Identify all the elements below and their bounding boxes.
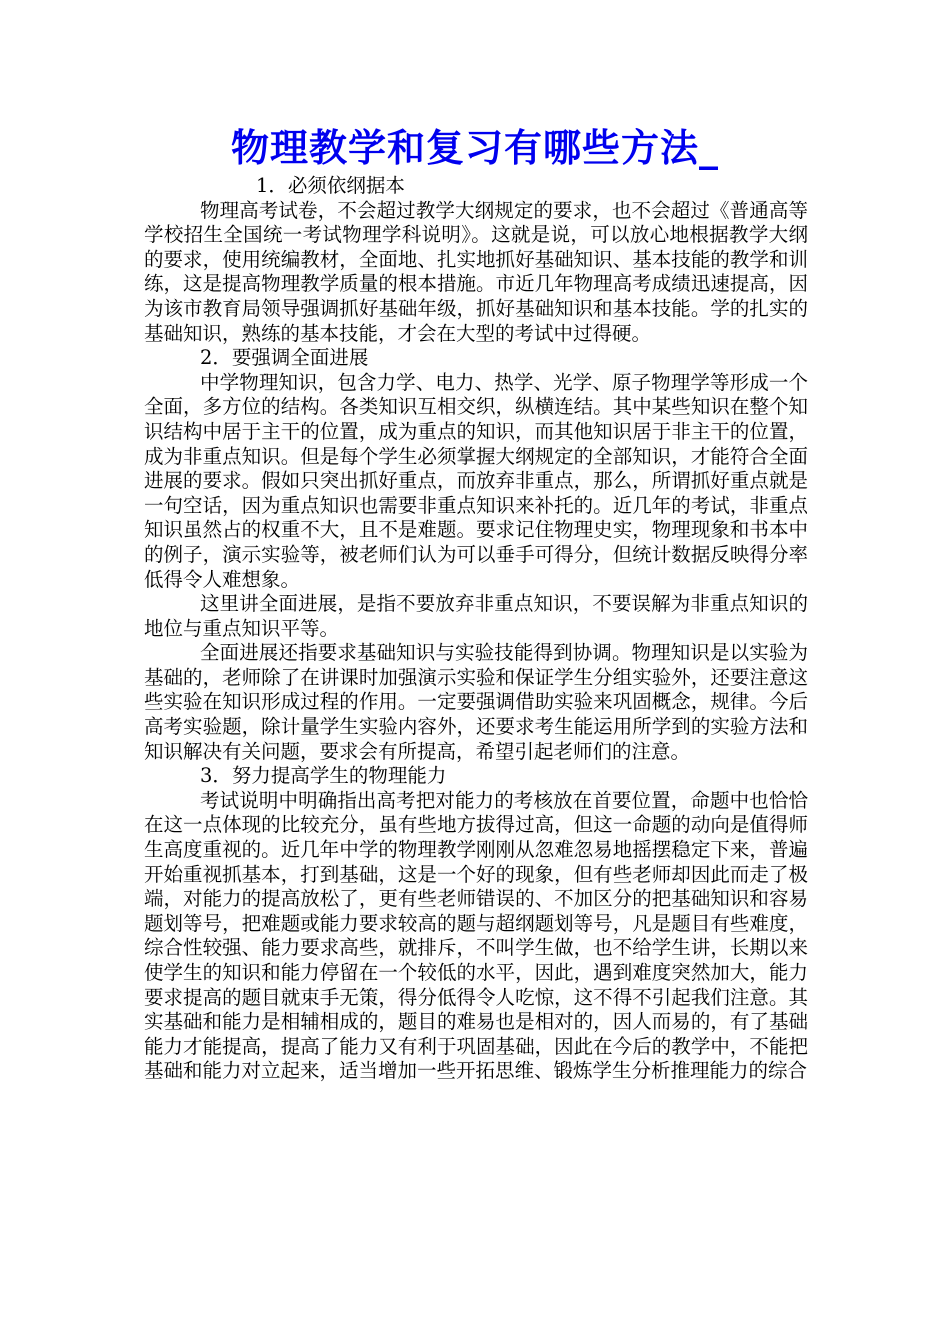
paragraph: 这里讲全面进展，是指不要放弃非重点知识，不要误解为非重点知识的地位与重点知识平等。	[144, 592, 808, 640]
paragraph: 物理高考试卷，不会超过教学大纲规定的要求，也不会超过《普通高等学校招生全国统一考试物理学科说明》。这就是说，可以放心地根据教学大纲的要求，使用统编教材，全面地、扎实地抓好基础知识、基本技能的教学和训练，这是提高物理教学质量的根本措施。市近几年物理高考成绩迅速提高，因为该市教育局领导强调抓好基础年级，抓好基础知识和基本技能。学的扎实的基础知识，熟练的基本技能，才会在大型的考试中过得硬。	[144, 198, 808, 345]
paragraph: 全面进展还指要求基础知识与实验技能得到协调。物理知识是以实验为基础的，老师除了在讲课时加强演示实验和保证学生分组实验外，还要注意这些实验在知识形成过程的作用。一定要强调借助实验来巩固概念，规律。今后高考实验题，除计量学生实验内容外，还要求考生能运用所学到的实验方法和知识解决有关问题，要求会有所提高，希望引起老师们的注意。	[144, 641, 808, 763]
section-heading-3: 3．努力提高学生的物理能力	[200, 764, 447, 788]
document-title: 物理教学和复习有哪些方法_	[230, 125, 719, 170]
section-heading-1: 1．必须依纲据本	[256, 174, 405, 197]
section-heading-2: 2．要强调全面进展	[200, 346, 369, 370]
document-body	[144, 174, 808, 1084]
paragraph: 中学物理知识，包含力学、电力、热学、光学、原子物理学等形成一个全面，多方位的结构。各类知识互相交织，纵横连结。其中某些知识在整个知识结构中居于主干的位置，成为重点的知识，而其他知识居于非主干的位置，成为非重点知识。但是每个学生必须掌握大纲规定的全部知识，才能符合全面进展的要求。假如只突出抓好重点，而放弃非重点，那么，所谓抓好重点就是一句空话，因为重点知识也需要非重点知识来补托的。近几年的考试，非重点知识虽然占的权重不大，且不是难题。要求记住物理史实，物理现象和书本中的例子，演示实验等，被老师们认为可以垂手可得分，但统计数据反映得分率低得令人难想象。	[144, 370, 808, 591]
paragraph: 考试说明中明确指出高考把对能力的考核放在首要位置，命题中也恰恰在这一点体现的比较充分，虽有些地方拔得过高，但这一命题的动向是值得师生高度重视的。近几年中学的物理教学刚刚从忽难忽易地摇摆稳定下来，普遍开始重视抓基本，打到基础，这是一个好的现象，但有些老师却因此而走了极端，对能力的提高放松了，更有些老师错误的、不加区分的把基础知识和容易题划等号，把难题或能力要求较高的题与超纲题划等号，凡是题目有些难度，综合性较强、能力要求高些，就排斥，不叫学生做，也不给学生讲，长期以来使学生的知识和能力停留在一个较低的水平，因此，遇到难度突然加大，能力要求提高的题目就束手无策，得分低得令人吃惊，这不得不引起我们注意。其实基础和能力是相辅相成的，题目的难易也是相对的，因人而易的，有了基础能力才能提高，提高了能力又有利于巩固基础，因此在今后的教学中，不能把基础和能力对立起来，适当增加一些开拓思维、锻炼学生分析推理能力的综合	[144, 788, 808, 1083]
